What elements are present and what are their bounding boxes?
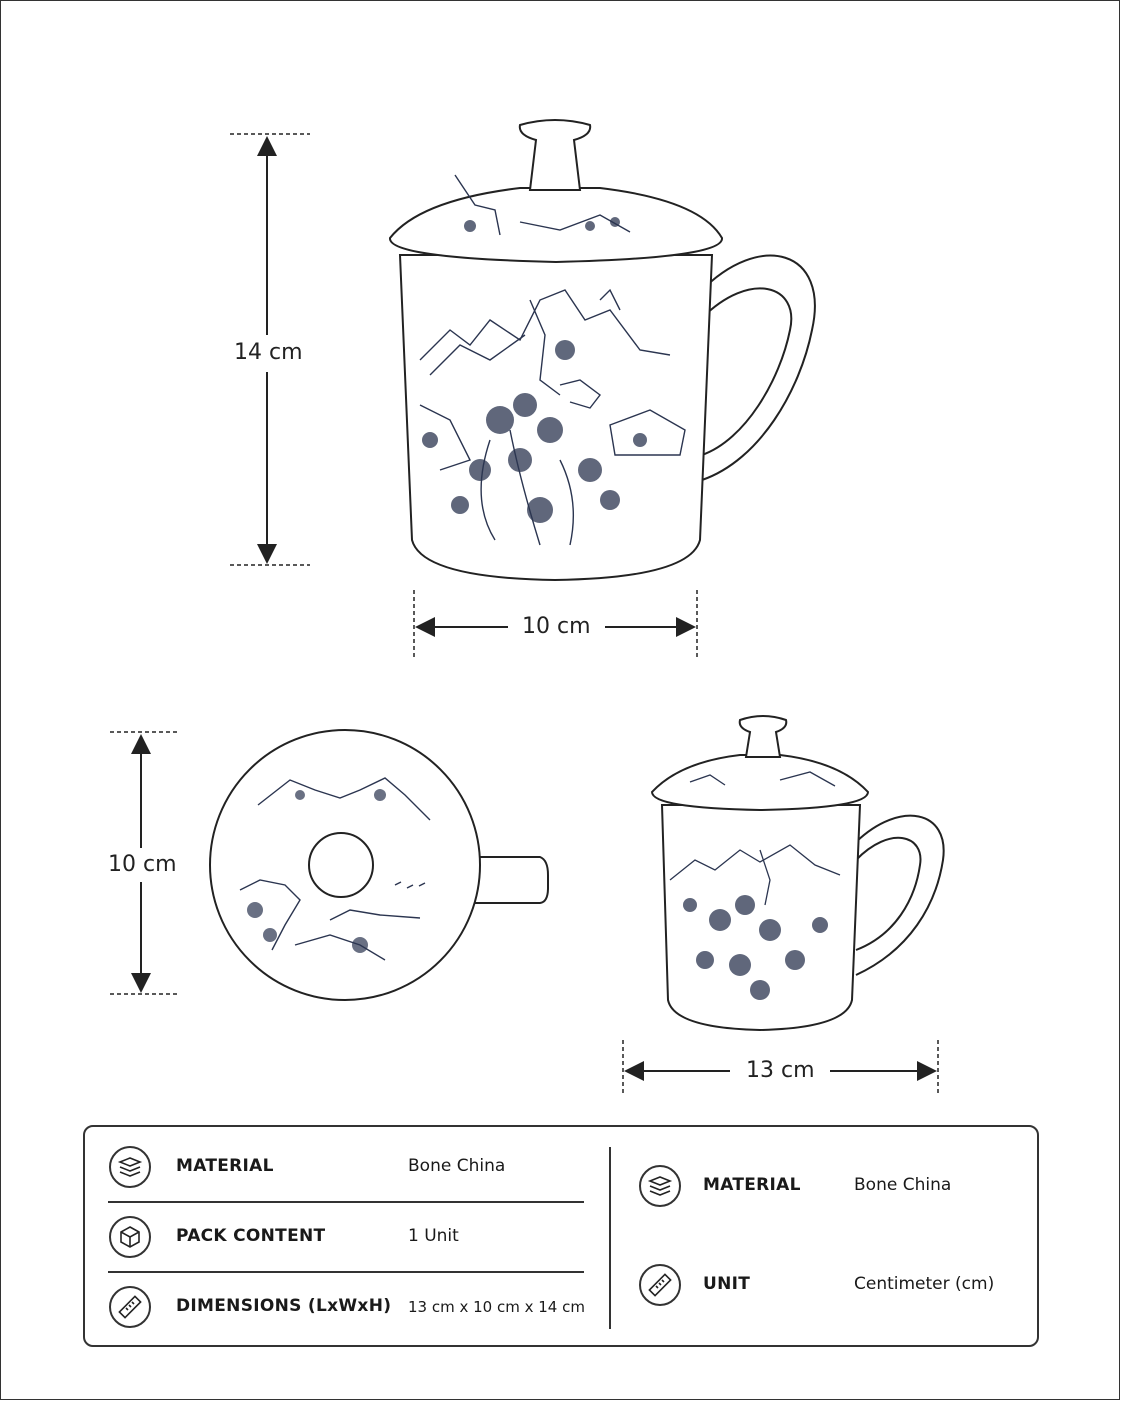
ruler-icon bbox=[109, 1286, 151, 1328]
side-width-label: 13 cm bbox=[740, 1058, 821, 1084]
spec-label: DIMENSIONS (LxWxH) bbox=[176, 1296, 392, 1316]
top-view-mug bbox=[210, 730, 548, 1000]
spec-value: Bone China bbox=[408, 1156, 506, 1176]
spec-label: MATERIAL bbox=[703, 1175, 801, 1195]
ruler-icon bbox=[639, 1264, 681, 1306]
row-divider bbox=[108, 1201, 584, 1203]
spec-value: 1 Unit bbox=[408, 1226, 459, 1246]
layers-icon bbox=[109, 1146, 151, 1188]
specifications-box bbox=[83, 1125, 1039, 1347]
spec-label: MATERIAL bbox=[176, 1156, 274, 1176]
spec-value: Centimeter (cm) bbox=[854, 1274, 995, 1294]
spec-label: PACK CONTENT bbox=[176, 1226, 326, 1246]
spec-label: UNIT bbox=[703, 1274, 751, 1294]
spec-value: Bone China bbox=[854, 1175, 952, 1195]
top-height-label: 10 cm bbox=[102, 852, 183, 878]
front-height-label: 14 cm bbox=[228, 340, 309, 366]
row-divider bbox=[108, 1271, 584, 1273]
column-divider bbox=[609, 1147, 611, 1329]
spec-value: 13 cm x 10 cm x 14 cm bbox=[408, 1298, 585, 1316]
side-view-mug bbox=[652, 716, 944, 1030]
box-icon bbox=[109, 1216, 151, 1258]
layers-icon bbox=[639, 1165, 681, 1207]
front-width-label: 10 cm bbox=[516, 614, 597, 640]
